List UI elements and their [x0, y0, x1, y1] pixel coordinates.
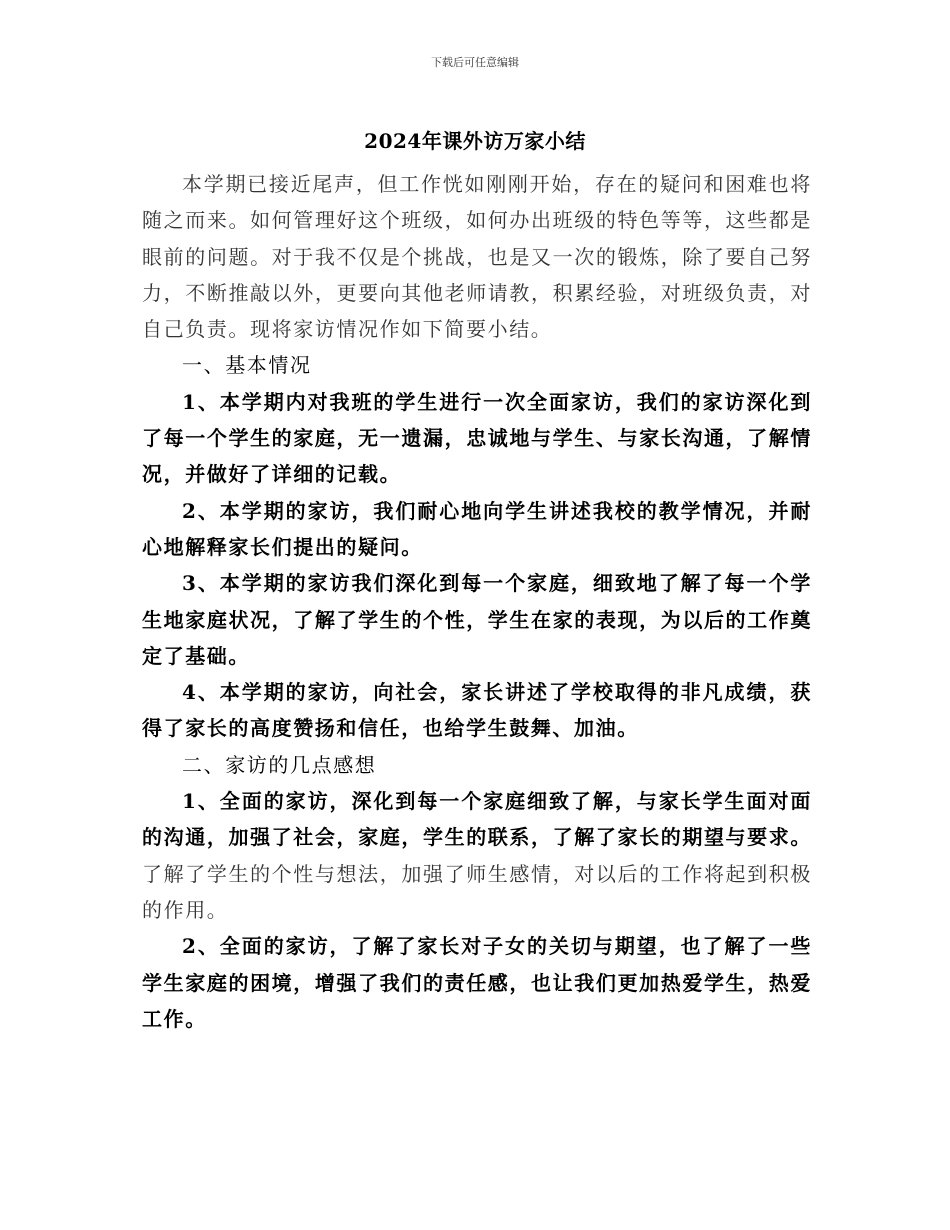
thought-item-2: 2、全面的家访，了解了家长对子女的关切与期望，也了解了一些学生家庭的困境，增强了我们的责任感，也让我们更加热爱学生，热爱工作。 [142, 934, 812, 1031]
basic-item-2: 2、本学期的家访，我们耐心地向学生讲述我校的教学情况，并耐心地解释家长们提出的疑问。 [142, 498, 812, 559]
document-body [142, 166, 812, 1037]
basic-item-4: 4、本学期的家访，向社会，家长讲述了学校取得的非凡成绩，获得了家长的高度赞扬和信任，也给学生鼓舞、加油。 [142, 680, 812, 741]
thought-item-1 [142, 783, 812, 928]
thought-item-1-bold: 1、全面的家访，深化到每一个家庭细致了解，与家长学生面对面的沟通，加强了社会，家庭，学生的联系，了解了家长的期望与要求。 [142, 789, 812, 850]
basic-item-1: 1、本学期内对我班的学生进行一次全面家访，我们的家访深化到了每一个学生的家庭，无一遗漏，忠诚地与学生、与家长沟通，了解情况，并做好了详细的记载。 [142, 389, 812, 487]
document-title: 2024年课外访万家小结 [364, 129, 586, 153]
header-note: 下载后可任意编辑 [431, 56, 519, 69]
intro-paragraph: 本学期已接近尾声，但工作恍如刚刚开始，存在的疑问和困难也将随之而来。如何管理好这个班级，如何办出班级的特色等等，这些都是眼前的问题。对于我不仅是个挑战，也是又一次的锻炼，除了要自己努力，不断推敲以外，更要向其他老师请教，积累经验，对班级负责，对自己负责。现将家访情况作如下简要小结。 [142, 172, 812, 342]
section-heading-basic: 一、基本情况 [182, 353, 312, 378]
thought-item-1-light: 了解了学生的个性与想法，加强了师生感情，对以后的工作将起到积极的作用。 [142, 861, 812, 922]
section-heading-thoughts: 二、家访的几点感想 [182, 752, 377, 777]
basic-item-3: 3、本学期的家访我们深化到每一个家庭，细致地了解了每一个学生地家庭状况，了解了学生的个性，学生在家的表现，为以后的工作奠定了基础。 [142, 571, 812, 668]
